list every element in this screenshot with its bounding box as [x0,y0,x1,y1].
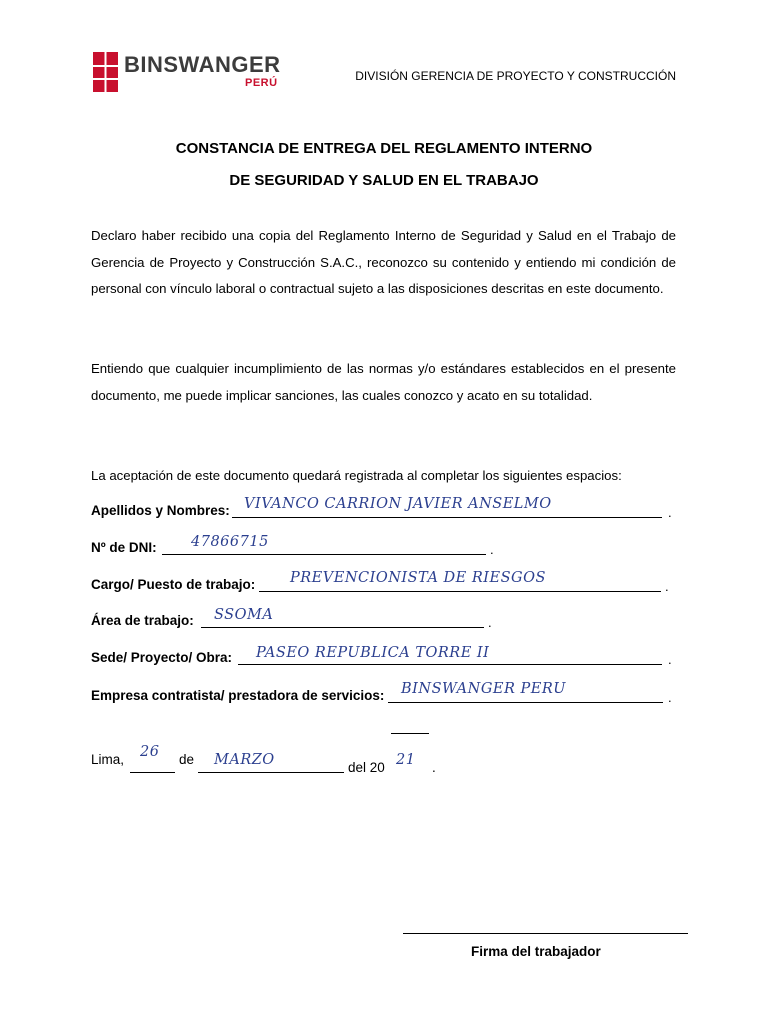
signature-line [403,933,688,934]
division-header: DIVISIÓN GERENCIA DE PROYECTO Y CONSTRUCCIÓN [355,69,676,83]
cargo-period: . [665,579,669,594]
month-line [198,772,344,773]
empresa-period: . [668,690,672,705]
logo-wordmark: BINSWANGER [124,52,281,77]
date-city: Lima, [91,752,125,767]
empresa-line [388,702,663,703]
logo-country: PERÚ [245,77,278,89]
declaration-paragraph: Declaro haber recibido una copia del Reglamento Interno de Seguridad y Salud en el Trabajo de Gerencia de Proyecto y Construcción S.A.C., reconozco su contenido y entiendo mi condición de personal con vínculo laboral o contractual sujeto a las disposiciones descritas en este documento. [91,228,676,297]
year-overline [391,733,429,734]
date-year-value: 21 [396,752,416,768]
sede-period: . [668,652,672,667]
date-de: de [179,752,195,767]
nombres-line [232,517,662,518]
date-month-value: MARZO [214,752,275,768]
sede-value: PASEO REPUBLICA TORRE II [256,645,490,661]
sanctions-paragraph: Entiendo que cualquier incumplimiento de las normas y/o estándares establecidos en el presente documento, me puede implicar sanciones, las cuales conozco y acato en su totalidad. [91,361,676,403]
dni-period: . [490,542,494,557]
area-line [201,627,484,628]
sede-label: Sede/ Proyecto/ Obra: [91,650,233,665]
sede-line [238,664,662,665]
acceptance-paragraph: La aceptación de este documento quedará registrada al completar los siguientes espacios: [91,468,622,483]
dni-label: Nº de DNI: [91,540,157,555]
cargo-line [259,591,661,592]
date-year-prefix: del 20 [348,760,385,775]
dni-line [162,554,486,555]
cargo-value: PREVENCIONISTA DE RIESGOS [290,570,546,586]
empresa-value: BINSWANGER PERU [401,681,567,697]
nombres-value: VIVANCO CARRION JAVIER ANSELMO [244,496,552,512]
nombres-period: . [668,505,672,520]
area-label: Área de trabajo: [91,613,194,628]
area-period: . [488,615,492,630]
logo-mark-icon [93,52,118,92]
empresa-label: Empresa contratista/ prestadora de servicios: [91,688,385,703]
day-line [130,772,175,773]
signature-label: Firma del trabajador [471,944,601,959]
area-value: SSOMA [214,607,274,623]
date-period: . [432,760,436,775]
nombres-label: Apellidos y Nombres: [91,503,230,518]
document-title-line2: DE SEGURIDAD Y SALUD EN EL TRABAJO [229,172,539,189]
cargo-label: Cargo/ Puesto de trabajo: [91,577,256,592]
dni-value: 47866715 [191,534,269,550]
document-title-line1: CONSTANCIA DE ENTREGA DEL REGLAMENTO INTERNO [175,140,593,157]
date-day-value: 26 [140,744,160,760]
